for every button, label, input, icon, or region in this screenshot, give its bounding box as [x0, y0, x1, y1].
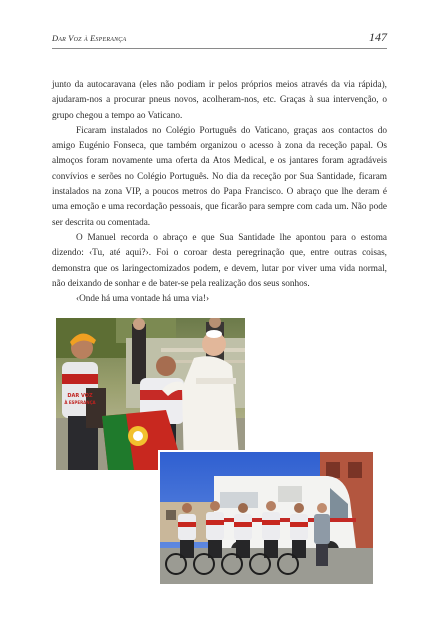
header-rule: [52, 48, 387, 49]
running-title: Dar Voz à Esperança: [52, 34, 127, 43]
photo-pope-embrace-image: [56, 318, 245, 470]
photo-pope-embrace: [56, 318, 245, 470]
paragraph: ‹Onde há uma vontade há uma via!›: [76, 294, 210, 305]
paragraph: O Manuel recorda o abraço e que Sua Santidade lhe apontou para o estoma dizendo: ‹Tu, até aqui?›. Foi o coroar desta peregrinação que, entre outras coisas, demonstra que os laringectomizados podem, e devem, lutar por viver uma vida normal, não deixando de sonhar e de bater-se pela realização dos seus sonhos.: [52, 232, 387, 289]
photo-group-motorhome-image: [160, 452, 373, 584]
body-text: [52, 78, 387, 307]
jersey-text: DAR VOZ: [67, 393, 93, 399]
photo-group-motorhome: [160, 452, 373, 584]
paragraph: Ficaram instalados no Colégio Português do Vaticano, graças aos contactos do amigo Eugénio Fonseca, que também organizou o acesso à zona da receção papal. Os almoços foram novamente uma oferta da Atos Medical, e os jantares foram agradáveis convívios e serões no Colégio Português. No dia da receção por Sua Santidade, ficaram instalados na zona VIP, a poucos metros do Papa Francisco. O abraço que lhe deram é uma emoção e uma recordação pessoais, que ficarão para sempre com cada um. Não pode ser descrita ou comentada.: [52, 125, 387, 228]
page-header: [52, 30, 387, 48]
page-number: 147: [369, 30, 387, 44]
jersey-text: À ESPERANÇA: [64, 400, 96, 405]
paragraph: junto da autocaravana (eles não podiam ir pelos próprios meios através da via rápida), ajudaram-nos a procurar pneus novos, acolheram-nos, etc. Graças à sua intervenção, o grupo chegou a tempo ao Vaticano.: [52, 80, 387, 121]
